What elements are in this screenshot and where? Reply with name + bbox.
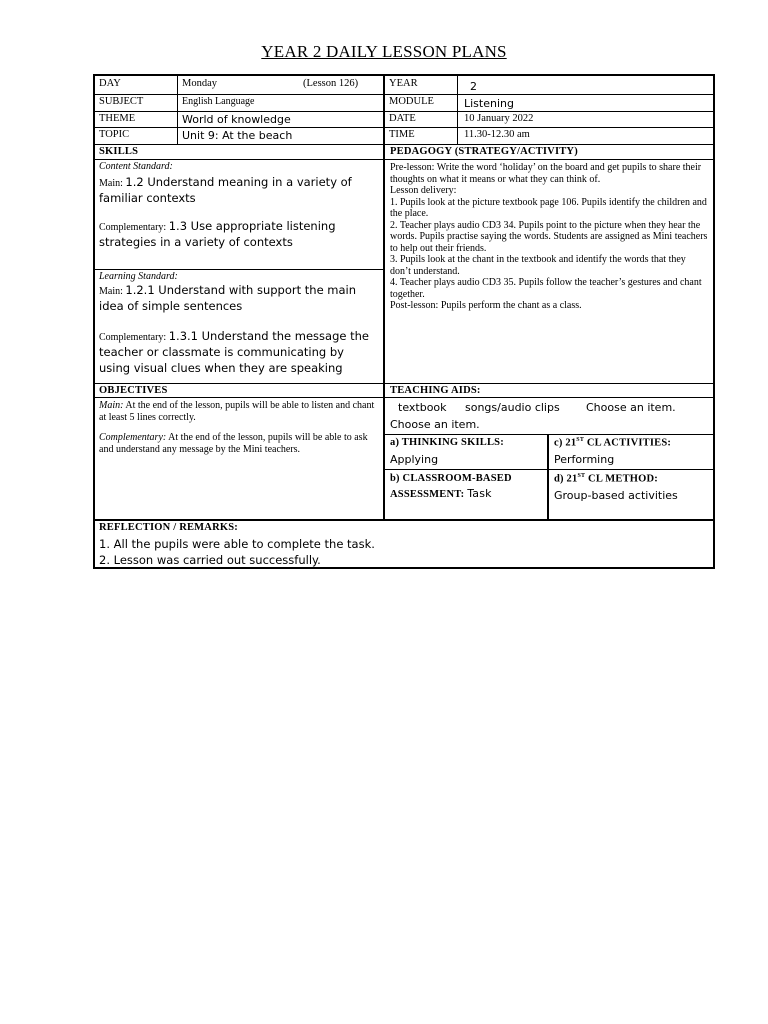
learning-standard-label: Learning Standard: [99, 271, 178, 282]
thinking-skills-value[interactable]: Applying [390, 453, 439, 466]
thinking-skills-label: a) THINKING SKILLS: [390, 437, 504, 448]
cl-method-value[interactable]: Group-based activities [554, 489, 678, 502]
lesson-delivery-label: Lesson delivery: [390, 185, 457, 196]
module-value: Listening [464, 97, 514, 110]
cl-method-label: d) 21ST CL METHOD: [554, 473, 659, 485]
learning-main-text: 1.2.1 Understand with support the main idea of simple sentences [99, 282, 357, 313]
objective-comp-label: Complementary: [99, 432, 167, 443]
ls-comp-prefix: Complementary: [99, 331, 169, 343]
year-value: 2 [470, 80, 477, 93]
content-standard-label: Content Standard: [99, 161, 173, 172]
reflection-content [99, 536, 375, 568]
objective-main-label: Main: [99, 400, 124, 411]
aid-textbook[interactable]: textbook [398, 401, 447, 414]
date-label: DATE [389, 113, 416, 124]
theme-label: THEME [99, 113, 136, 124]
cl-activities-value[interactable]: Performing [554, 453, 615, 466]
pedagogy-heading: PEDAGOGY (STRATEGY/ACTIVITY) [390, 146, 578, 157]
teaching-aids-heading: TEACHING AIDS: [390, 385, 481, 396]
content-main-text: 1.2 Understand meaning in a variety of familiar contexts [99, 174, 352, 205]
aid-choose-item[interactable]: Choose an item. [586, 401, 676, 414]
assessment-value[interactable]: Task [467, 487, 492, 500]
theme-value: World of knowledge [182, 113, 291, 126]
pre-lesson: Pre-lesson: Write the word ‘holiday’ on the board and get pupils to share their thoughts on what it means or what they can think of. [390, 162, 702, 185]
lesson-plan-table [93, 74, 715, 569]
time-label: TIME [389, 129, 415, 140]
objective-comp-text: At the end of the lesson, pupils will be able to ask and understand any message by the Mini teachers. [99, 432, 368, 455]
main-prefix: Main: [99, 177, 126, 189]
post-lesson: Post-lesson: Pupils perform the chant as a class. [390, 300, 582, 311]
time-value: 11.30-12.30 am [464, 129, 530, 140]
assessment-label: b) CLASSROOM-BASED ASSESSMENT: Task [390, 473, 512, 500]
complementary-prefix: Complementary: [99, 221, 169, 233]
objective-main-text: At the end of the lesson, pupils will be able to listen and chant at least 5 lines correctly. [99, 400, 375, 423]
subject-label: SUBJECT [99, 96, 144, 107]
delivery-step-3: 3. Pupils look at the chant in the textbook and identify the words that they don’t understand. [390, 254, 686, 277]
day-value: Monday [182, 78, 217, 89]
module-label: MODULE [389, 96, 434, 107]
content-comp-text: 1.3 Use appropriate listening strategies in a variety of contexts [99, 218, 336, 249]
reflection-remark-2: 2. Lesson was carried out successfully. [99, 553, 321, 567]
content-standard [99, 161, 377, 251]
aid-choose-item-2[interactable]: Choose an item. [390, 418, 480, 431]
subject-value: English Language [182, 96, 255, 107]
delivery-step-2: 2. Teacher plays audio CD3 34. Pupils point to the picture when they hear the words. Pupils practise saying the words. Students are assigned as Mini teachers to help out their friends. [390, 219, 708, 254]
day-label: DAY [99, 78, 121, 89]
delivery-step-4: 4. Teacher plays audio CD3 35. Pupils follow the teacher’s gestures and chant together. [390, 277, 702, 300]
aid-songs-audio[interactable]: songs/audio clips [465, 401, 560, 414]
lesson-number: (Lesson 126) [303, 78, 359, 89]
cl-activities-label: c) 21ST CL ACTIVITIES: [554, 437, 672, 449]
date-value: 10 January 2022 [464, 113, 534, 124]
learning-standard [99, 271, 377, 377]
pedagogy-content [390, 162, 708, 312]
page-title: YEAR 2 DAILY LESSON PLANS [261, 42, 507, 61]
skills-heading: SKILLS [99, 146, 139, 157]
objectives-heading: OBJECTIVES [99, 385, 168, 396]
year-label: YEAR [389, 78, 418, 89]
reflection-remark-1: 1. All the pupils were able to complete the task. [99, 537, 375, 551]
topic-label: TOPIC [99, 129, 130, 140]
ls-main-prefix: Main: [99, 285, 126, 297]
objectives-content [99, 400, 379, 455]
learning-comp-text: 1.3.1 Understand the message the teacher or classmate is communicating by using visual clues when they are speaking [99, 328, 369, 375]
reflection-heading: REFLECTION / REMARKS: [99, 522, 238, 533]
delivery-step-1: 1. Pupils look at the picture textbook page 106. Pupils identify the children and the place. [390, 196, 707, 219]
topic-value: Unit 9: At the beach [182, 129, 293, 142]
